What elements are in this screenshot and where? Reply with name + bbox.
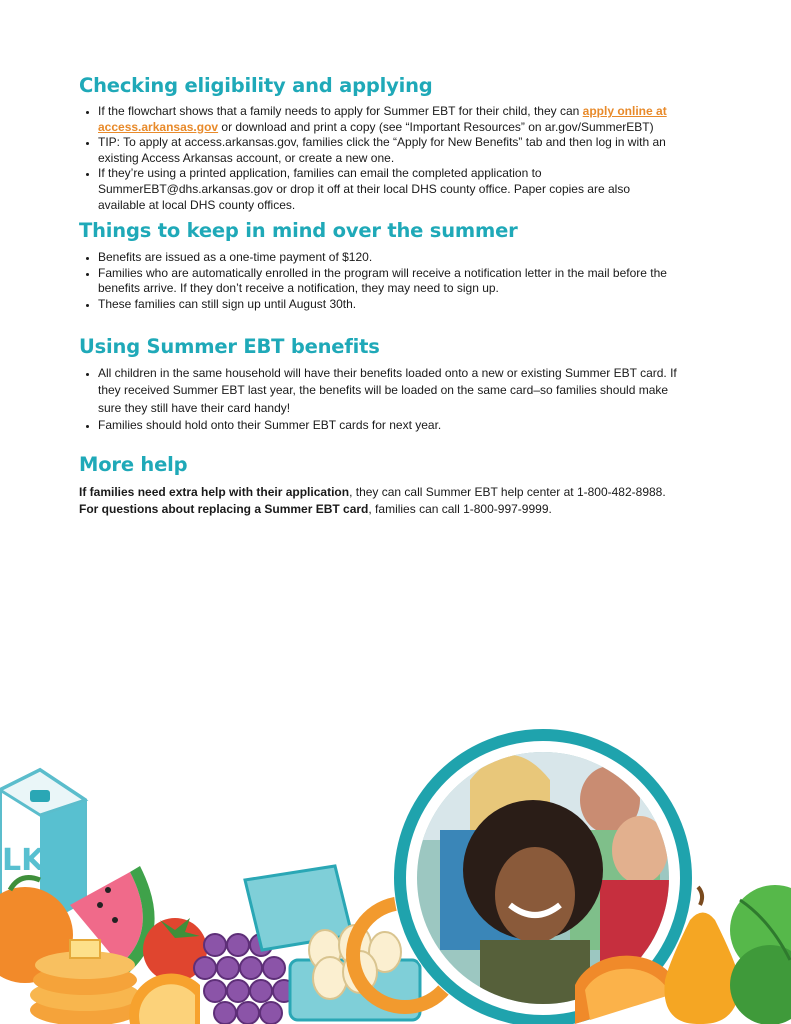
lettuce-icon <box>730 885 791 1024</box>
bullet-text: or download and print a copy (see “Important Resources” on ar.gov/SummerEBT) <box>218 119 654 134</box>
list-item: • All children in the same household will have their benefits loaded onto a new or existing Summer EBT card. If they received Summer EBT last year, the benefits will be loaded on the same card–so families should make sure they still have their card handy! <box>98 365 679 418</box>
list-item: • TIP: To apply at access.arkansas.gov, families click the “Apply for New Benefits” tab and then log in with an existing Access Arkansas account, or create a new one. <box>98 135 679 166</box>
help-text: , families can call 1-800-997-9999. <box>368 502 552 517</box>
list-item: • Benefits are issued as a one-time payment of $120. <box>98 250 679 266</box>
help-bold-text: If families need extra help with their application <box>79 484 350 499</box>
help-paragraph-application <box>79 484 679 502</box>
bullet-text: If the flowchart shows that a family needs to apply for Summer EBT for their child, they can <box>98 104 583 118</box>
section-title-summer: Things to keep in mind over the summer <box>79 219 518 243</box>
help-bold-text: For questions about replacing a Summer EBT card <box>79 502 369 517</box>
list-item: • Families should hold onto their Summer EBT cards for next year. <box>98 417 679 435</box>
list-item: • If they’re using a printed application, families can email the completed application to SummerEBT@dhs.arkansas.gov or drop it off at their local DHS county office. Paper copies are also available at local DHS county offices. <box>98 166 679 213</box>
list-item <box>98 104 679 135</box>
apply-online-link[interactable]: apply online at access.arkansas.gov <box>98 104 667 134</box>
milk-label: LK <box>2 843 45 878</box>
help-text: , they can call Summer EBT help center at 1-800-482-8988. <box>349 484 666 499</box>
section-title-help: More help <box>79 452 188 476</box>
food-illustration <box>0 700 791 1024</box>
section-help <box>79 453 679 519</box>
help-paragraph-card <box>79 501 679 519</box>
section-summer <box>79 219 679 312</box>
section-title-using: Using Summer EBT benefits <box>79 334 380 358</box>
list-item: • These families can still sign up until August 30th. <box>98 297 679 313</box>
bullet-list-using <box>79 365 679 435</box>
section-using <box>79 335 679 435</box>
section-title-applying: Checking eligibility and applying <box>79 74 433 97</box>
orange-slice-icon <box>129 974 200 1024</box>
page-content <box>79 74 679 519</box>
list-item: • Families who are automatically enrolled in the program will receive a notification letter in the mail before the benefits arrive. If they don’t receive a notification, they may need to sign up. <box>98 266 679 297</box>
bullet-list-applying <box>79 104 679 213</box>
section-applying <box>79 74 679 213</box>
bullet-list-summer <box>79 250 679 312</box>
